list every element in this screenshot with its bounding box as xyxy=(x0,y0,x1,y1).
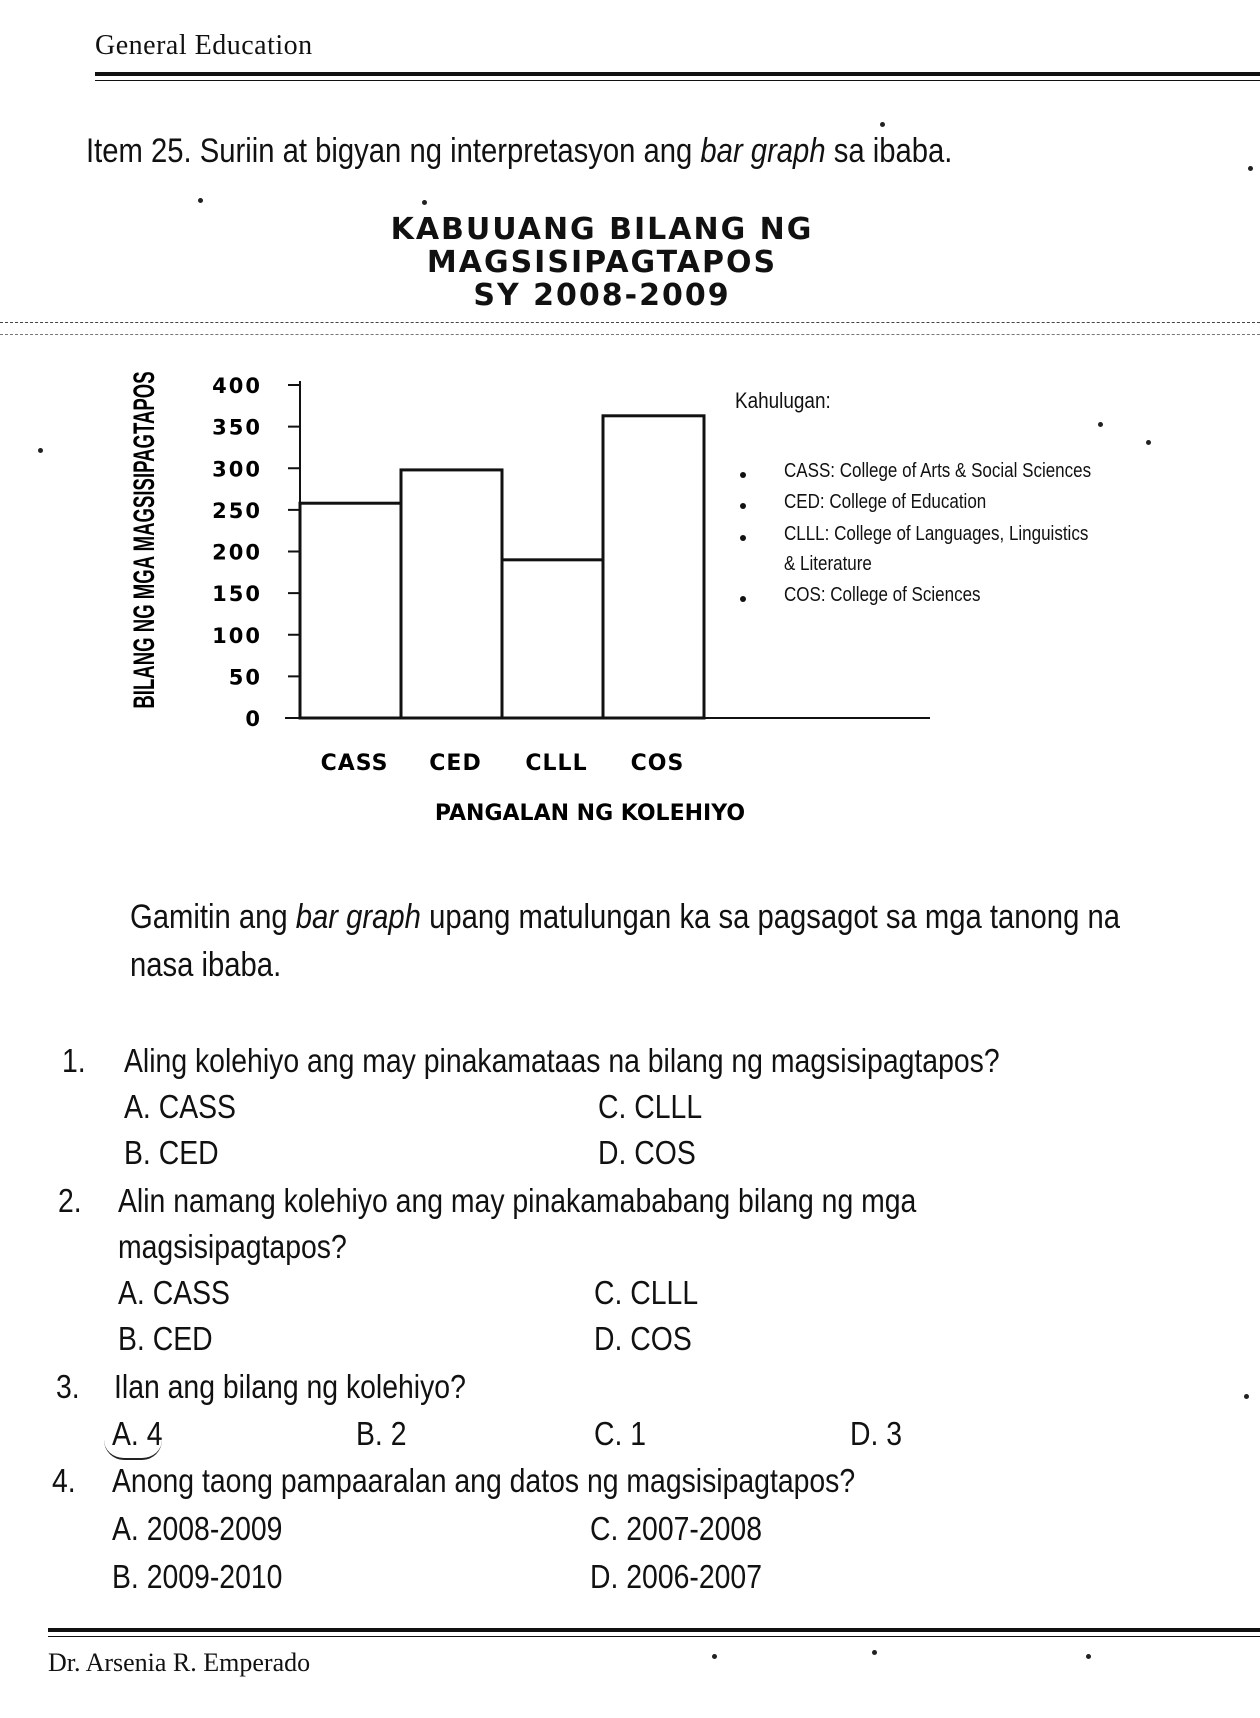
option-b: B. CED xyxy=(118,1320,213,1357)
legend-bullet xyxy=(740,596,746,602)
option-c: C. CLLL xyxy=(598,1088,703,1125)
handwritten-mark xyxy=(104,1440,162,1460)
x-tick-labels xyxy=(321,751,685,776)
header-rule-thin xyxy=(95,80,1260,81)
question-text: Anong taong pampaaralan ang datos ng magsisipagtapos? xyxy=(112,1462,856,1499)
y-tick-label: 200 xyxy=(212,540,262,565)
x-tick-label: CASS xyxy=(320,751,389,776)
x-tick-label: COS xyxy=(630,751,685,776)
instructions-line-2: nasa ibaba. xyxy=(130,946,282,984)
question-number: 4. xyxy=(52,1462,76,1499)
scan-speck xyxy=(1146,440,1151,445)
chart-title-line-3: SY 2008-2009 xyxy=(473,278,731,313)
option-d: D. COS xyxy=(598,1134,696,1171)
item-prompt-italic: bar graph xyxy=(700,132,826,170)
legend-item-clll-cont: & Literature xyxy=(784,553,872,575)
instructions-prefix: Gamitin ang xyxy=(130,898,296,936)
item-prompt-prefix: Item 25. Suriin at bigyan ng interpretasyon ang xyxy=(86,132,701,170)
question-number: 1. xyxy=(62,1042,86,1079)
x-axis-label: PANGALAN NG KOLEHIYO xyxy=(434,801,746,826)
item-prompt xyxy=(86,132,952,171)
option-d: D. 2006-2007 xyxy=(590,1558,762,1595)
scan-dash-line xyxy=(0,322,1260,323)
y-tick-label: 400 xyxy=(212,374,262,398)
legend-bullet xyxy=(740,472,746,478)
y-axis-label: BILANG NG MGA MAGSISIPAGTAPOS xyxy=(127,371,162,709)
question-text: Ilan ang bilang ng kolehiyo? xyxy=(114,1368,466,1405)
option-d: D. 3 xyxy=(850,1415,903,1452)
option-b: B. 2009-2010 xyxy=(112,1558,283,1595)
footer-rule-thin xyxy=(48,1636,1260,1637)
footer-rule-thick xyxy=(48,1628,1260,1632)
instructions-italic: bar graph xyxy=(295,898,421,936)
option-c: C. 2007-2008 xyxy=(590,1510,762,1547)
scan-speck xyxy=(38,448,43,453)
x-tick-label: CLLL xyxy=(525,751,588,776)
bar-chart xyxy=(0,330,1260,850)
y-tick-label: 100 xyxy=(212,623,262,648)
legend-item-ced: CED: College of Education xyxy=(784,491,987,513)
question-number: 2. xyxy=(58,1182,82,1219)
chart-title-line-1: KABUUANG BILANG NG xyxy=(390,212,814,247)
y-axis-label-group xyxy=(128,371,162,708)
scan-speck xyxy=(1086,1654,1091,1659)
scan-speck xyxy=(198,198,203,203)
scan-speck xyxy=(880,122,885,127)
scan-speck xyxy=(1248,166,1253,171)
option-b: B. CED xyxy=(124,1134,219,1171)
x-tick-label: CED xyxy=(429,751,482,776)
option-b: B. 2 xyxy=(356,1415,407,1452)
option-a: A. 2008-2009 xyxy=(112,1510,283,1547)
bar-cos xyxy=(603,416,704,718)
scan-speck xyxy=(1098,422,1103,427)
legend-bullet xyxy=(740,535,746,541)
option-d: D. COS xyxy=(594,1320,692,1357)
scan-speck xyxy=(712,1654,717,1659)
item-prompt-suffix: sa ibaba. xyxy=(825,132,953,170)
instructions-suffix: upang matulungan ka sa pagsagot sa mga tanong na xyxy=(420,898,1120,936)
legend-bullet xyxy=(740,503,746,509)
chart-title-line-2: MAGSISIPAGTAPOS xyxy=(426,245,778,280)
y-tick-label: 150 xyxy=(212,582,262,607)
option-a: A. CASS xyxy=(124,1088,236,1125)
y-tick-label: 250 xyxy=(212,498,262,523)
question-text: Alin namang kolehiyo ang may pinakamababang bilang ng mga xyxy=(118,1182,917,1219)
scan-speck xyxy=(872,1650,877,1655)
option-c: C. CLLL xyxy=(594,1274,699,1311)
bar-cass xyxy=(300,503,401,718)
header-rule-thick xyxy=(95,72,1260,76)
bars xyxy=(300,416,704,718)
bar-ced xyxy=(401,470,502,718)
legend-title: Kahulugan: xyxy=(735,388,831,413)
legend-item-cos: COS: College of Sciences xyxy=(784,584,981,606)
option-a: A. CASS xyxy=(118,1274,230,1311)
scan-speck xyxy=(1244,1394,1249,1399)
y-tick-label: 0 xyxy=(245,707,262,731)
option-c: C. 1 xyxy=(594,1415,647,1452)
option-a: A. 4 xyxy=(112,1415,163,1452)
y-tick-label: 300 xyxy=(212,457,262,482)
page-footer: Dr. Arsenia R. Emperado xyxy=(48,1648,311,1677)
question-text: Aling kolehiyo ang may pinakamataas na bilang ng magsisipagtapos? xyxy=(124,1042,1000,1079)
y-tick-labels xyxy=(212,374,300,731)
y-tick-label: 50 xyxy=(228,665,262,690)
instructions-line-1 xyxy=(130,898,1120,937)
bar-clll xyxy=(502,560,603,718)
question-text-cont: magsisipagtapos? xyxy=(118,1228,347,1265)
legend-item-clll: CLLL: College of Languages, Linguistics xyxy=(784,523,1089,545)
y-tick-label: 350 xyxy=(212,415,262,440)
question-number: 3. xyxy=(56,1368,80,1405)
scan-speck xyxy=(422,200,427,205)
legend-item-cass: CASS: College of Arts & Social Sciences xyxy=(784,460,1092,482)
page-header: General Education xyxy=(95,30,313,61)
